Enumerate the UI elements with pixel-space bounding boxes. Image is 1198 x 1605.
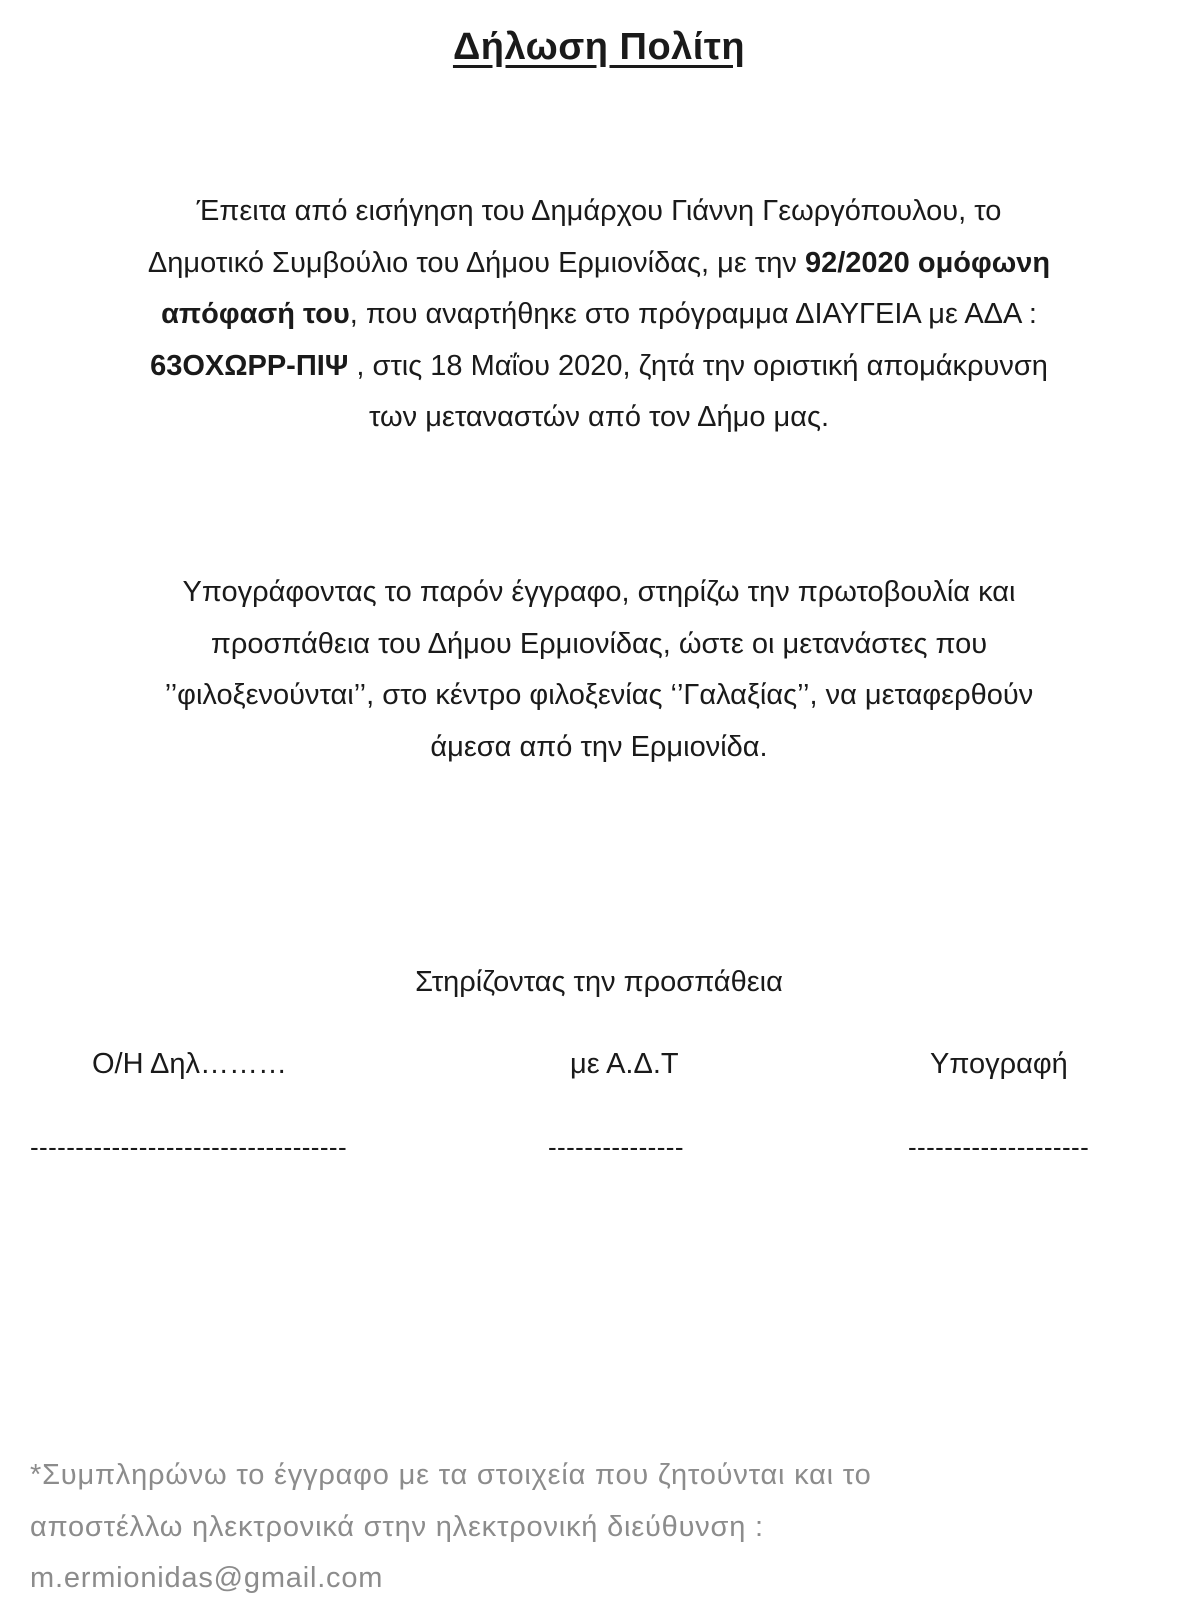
signature-label: Υπογραφή bbox=[930, 1048, 1068, 1080]
paragraph-line: Έπειτα από εισήγηση του Δημάρχου Γιάννη Γεωργόπουλου, το bbox=[196, 195, 1002, 227]
paragraph-text: , στις 18 Μαΐου 2020, ζητά την οριστική απομάκρυνση bbox=[348, 349, 1048, 382]
support-paragraph bbox=[30, 567, 1168, 773]
paragraph-line: των μεταναστών από τον Δήμο μας. bbox=[368, 401, 830, 433]
ada-code: 63ΟΧΩΡΡ-ΠΙΨ bbox=[150, 349, 349, 382]
decision-number: 92/2020 ομόφωνη bbox=[804, 246, 1051, 279]
decision-word: απόφασή του bbox=[161, 298, 350, 330]
instructions-note bbox=[30, 1450, 1170, 1605]
supporting-heading: Στηρίζοντας την προσπάθεια bbox=[415, 966, 783, 998]
note-line: αποστέλλω ηλεκτρονικά στην ηλεκτρονική διεύθυνση : bbox=[30, 1510, 764, 1543]
paragraph-text: , που αναρτήθηκε στο πρόγραμμα ΔΙΑΥΓΕΙΑ με ΑΔΑ : bbox=[349, 298, 1037, 330]
decision-paragraph bbox=[30, 186, 1168, 444]
paragraph-line: άμεσα από την Ερμιονίδα. bbox=[430, 730, 768, 763]
paragraph-line bbox=[30, 289, 1168, 341]
declarant-name-label: Ο/Η Δηλ……… bbox=[92, 1048, 288, 1080]
paragraph-text: Δημοτικό Συμβούλιο του Δήμου Ερμιονίδας, με την bbox=[147, 246, 805, 279]
paragraph-line: Υπογράφοντας το παρόν έγγραφο, στηρίζω την πρωτοβουλία και bbox=[182, 576, 1016, 608]
paragraph-line bbox=[30, 238, 1168, 290]
id-number-label: με Α.Δ.Τ bbox=[570, 1048, 679, 1080]
document-title: Δήλωση Πολίτη bbox=[452, 26, 746, 68]
id-number-line: --------------- bbox=[548, 1132, 684, 1162]
signature-line: -------------------- bbox=[908, 1132, 1090, 1162]
paragraph-line: ’’φιλοξενούνται’’, στο κέντρο φιλοξενίας ‘’Γαλαξίας’’, να μεταφερθούν bbox=[164, 679, 1034, 711]
paragraph-line bbox=[30, 341, 1168, 393]
contact-email: m.ermionidas@gmail.com bbox=[30, 1562, 384, 1594]
paragraph-line: προσπάθεια του Δήμου Ερμιονίδας, ώστε οι μετανάστες που bbox=[210, 627, 988, 660]
declarant-name-line: ----------------------------------- bbox=[30, 1132, 348, 1162]
note-line: *Συμπληρώνω το έγγραφο με τα στοιχεία που ζητούνται και το bbox=[30, 1459, 872, 1491]
